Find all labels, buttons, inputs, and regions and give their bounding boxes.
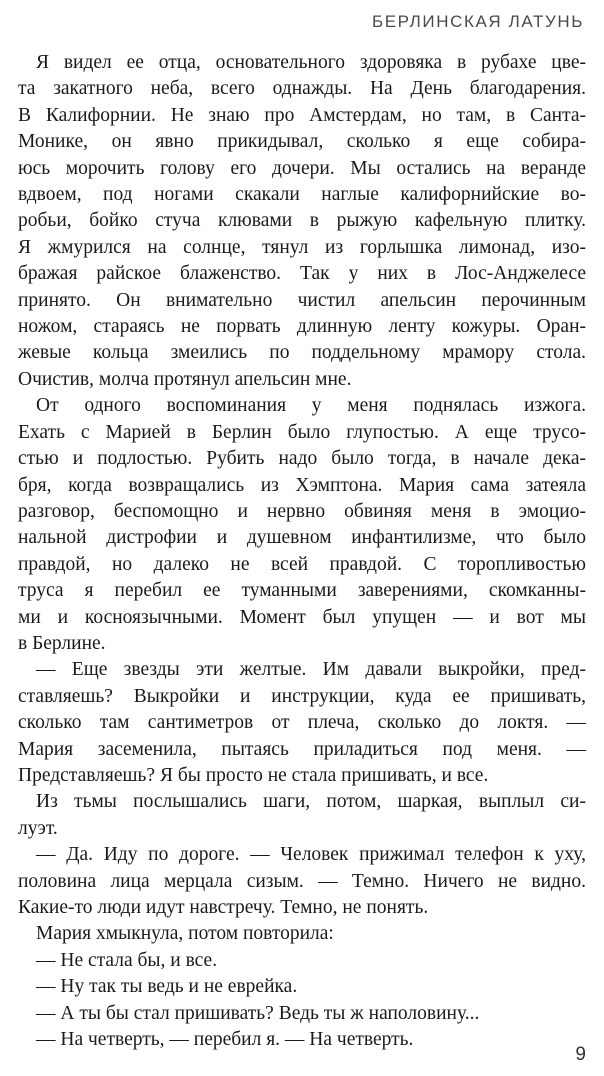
text-line: правдой, но далеко не всей правдой. С торопливостью [18,553,586,575]
text-line: Я видел ее отца, основательного здоровяка в рубахе цве- [36,52,586,73]
page-number: 9 [575,1044,586,1065]
text-line: принято. Он внимательно чистил апельсин перочинным [18,289,586,311]
paragraph [18,1027,586,1053]
text-line: вдвоем, под ногами скакали наглые калифорнийские во- [18,184,586,206]
running-head: БЕРЛИНСКАЯ ЛАТУНЬ [371,12,584,31]
text-line: Мария хмыкнула, потом повторила: [36,923,334,945]
text-line: — Да. Иду по дороге. — Человек прижимал телефон к уху, [36,844,586,866]
body-text [18,50,586,1053]
text-line: Какие-то люди идут навстречу. Темно, не понять. [18,897,429,918]
paragraph [18,393,586,657]
text-line: в Берлине. [18,632,106,654]
text-line: — На четверть, — перебил я. — На четверть. [36,1029,414,1051]
text-line: стью и подлостью. Рубить надо было тогда, в начале дека- [18,448,586,470]
paragraph [18,657,586,789]
text-line: Очистив, молча протянул апельсин мне. [18,368,352,390]
text-line: луэт. [18,817,58,839]
text-line: бражая райское блаженство. Так у них в Лос-Анджелесе [18,263,586,285]
paragraph [18,921,586,947]
text-line: — Ну так ты ведь и не еврейка. [36,976,298,998]
paragraph [18,974,586,1000]
text-line: ставляешь? Выкройки и инструкции, куда ее пришивать, [18,685,586,707]
paragraph [18,842,586,921]
paragraph [18,50,586,393]
text-line: робьи, бойко стуча клювами в рыжую кафельную плитку. [18,210,586,232]
text-line: От одного воспоминания у меня поднялась изжога. [36,395,586,417]
text-line: нальной дистрофии и душевном инфантилизме, что было [18,527,586,549]
text-line: — А ты бы стал пришивать? Ведь ты ж наполовину... [36,1002,480,1024]
text-line: Я жмурился на солнце, тянул из горлышка лимонад, изо- [18,236,586,258]
text-line: Ехать с Марией в Берлин было глупостью. А еще трусо- [18,421,586,443]
text-line: разговор, беспомощно и нервно обвиняя меня в эмоцио- [18,500,586,522]
text-line: Монике, он явно прикидывал, сколько я еще собира- [18,131,586,153]
paragraph [18,948,586,974]
text-line: ми и косноязычными. Момент был упущен — и вот мы [18,606,586,628]
text-line: труса я перебил ее туманными заверениями, скомканны- [18,580,586,602]
text-line: бря, когда возвращались из Хэмптона. Мария сама затеяла [18,474,586,496]
text-line: Представляешь? Я бы просто не стала пришивать, и все. [18,764,489,786]
text-line: жевые кольца змеились по поддельному мрамору стола. [18,342,586,364]
text-line: половина лица мерцала сизым. — Темно. Ничего не видно. [18,870,586,892]
text-line: сколько там сантиметров от плеча, сколько до локтя. — [18,712,586,734]
text-line: В Калифорнии. Не знаю про Амстердам, но там, в Санта- [18,104,586,126]
text-line: ножом, стараясь не порвать длинную ленту кожуры. Оран- [18,316,586,338]
text-line: Мария засеменила, пытаясь приладиться под меня. — [18,738,586,760]
paragraph [18,1001,586,1027]
text-line: юсь морочить голову его дочери. Мы остались на веранде [18,157,586,179]
paragraph [18,789,586,842]
text-line: — Еще звезды эти желтые. Им давали выкройки, пред- [36,659,586,681]
text-line: та закатного неба, всего однажды. На День благодарения. [18,78,586,100]
text-line: Из тьмы послышались шаги, потом, шаркая, выплыл си- [36,791,586,813]
text-line: — Не стала бы, и все. [36,949,218,971]
